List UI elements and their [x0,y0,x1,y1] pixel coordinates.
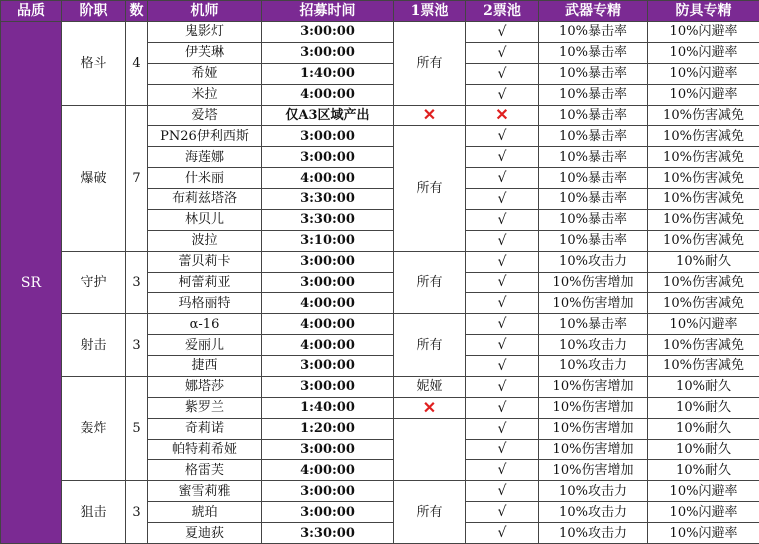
check-icon: √ [497,149,507,166]
header-weapon-mastery: 武器专精 [539,1,648,22]
pilot-name: 蜜雪莉雅 [148,481,262,502]
pool-2-cell [466,126,539,147]
pool-2-cell [466,84,539,105]
pool-2-cell [466,251,539,272]
armor-mastery: 10%闪避率 [648,63,759,84]
weapon-mastery: 10%攻击力 [539,502,648,523]
pool-1-cell [394,418,466,481]
recruit-time: 3:30:00 [262,189,394,210]
role-cell: 爆破 [62,105,126,251]
count-cell: 5 [126,376,148,480]
pool-2-cell [466,209,539,230]
pool-2-cell [466,189,539,210]
pool-2-cell [466,397,539,418]
check-icon: √ [497,295,507,312]
pilot-name: 夏迪荻 [148,523,262,544]
armor-mastery: 10%伤害减免 [648,105,759,126]
role-cell: 守护 [62,251,126,314]
check-icon: √ [497,44,507,61]
weapon-mastery: 10%暴击率 [539,42,648,63]
weapon-mastery: 10%暴击率 [539,63,648,84]
count-cell: 7 [126,105,148,251]
pool-2-cell [466,481,539,502]
pool-1-cell [394,105,466,126]
pool-2-cell [466,356,539,377]
pool-2-cell [466,439,539,460]
pool-2-cell [466,502,539,523]
pool-1-cell: 所有 [394,314,466,377]
check-icon: √ [497,65,507,82]
check-icon: √ [497,441,507,458]
count-cell: 3 [126,314,148,377]
pool-2-cell [466,147,539,168]
pool-2-cell [466,293,539,314]
check-icon: √ [497,170,507,187]
recruit-time: 3:00:00 [262,147,394,168]
weapon-mastery: 10%攻击力 [539,251,648,272]
role-cell: 狙击 [62,481,126,544]
header-count: 数 [126,1,148,22]
recruit-time: 3:00:00 [262,356,394,377]
pool-2-cell [466,42,539,63]
armor-mastery: 10%闪避率 [648,84,759,105]
weapon-mastery: 10%攻击力 [539,356,648,377]
recruit-time: 1:40:00 [262,397,394,418]
armor-mastery: 10%伤害减免 [648,189,759,210]
cross-icon: ✕ [422,105,437,125]
table-row [1,251,759,272]
header-quality: 品质 [1,1,62,22]
weapon-mastery: 10%伤害增加 [539,439,648,460]
check-icon: √ [497,337,507,354]
armor-mastery: 10%伤害减免 [648,272,759,293]
weapon-mastery: 10%攻击力 [539,523,648,544]
header-pilot: 机师 [148,1,262,22]
recruit-time: 3:00:00 [262,22,394,43]
armor-mastery: 10%闪避率 [648,42,759,63]
count-cell: 4 [126,22,148,106]
header-armor-mastery: 防具专精 [648,1,759,22]
armor-mastery: 10%耐久 [648,418,759,439]
cross-icon: ✕ [422,397,437,417]
count-cell: 3 [126,251,148,314]
recruit-time: 4:00:00 [262,168,394,189]
armor-mastery: 10%伤害减免 [648,147,759,168]
recruit-time: 3:00:00 [262,126,394,147]
pilot-name: 玛格丽特 [148,293,262,314]
check-icon: √ [497,483,507,500]
check-icon: √ [497,232,507,249]
weapon-mastery: 10%伤害增加 [539,293,648,314]
armor-mastery: 10%耐久 [648,397,759,418]
check-icon: √ [497,274,507,291]
recruit-time: 1:40:00 [262,63,394,84]
pilot-name: 帕特莉希娅 [148,439,262,460]
pilot-name: 伊芙琳 [148,42,262,63]
pool-1-cell: 所有 [394,126,466,251]
pilot-name: α-16 [148,314,262,335]
weapon-mastery: 10%暴击率 [539,22,648,43]
armor-mastery: 10%伤害减免 [648,293,759,314]
pilot-name: 奇莉诺 [148,418,262,439]
pilot-name: 娜塔莎 [148,376,262,397]
check-icon: √ [497,211,507,228]
recruit-time: 3:00:00 [262,376,394,397]
armor-mastery: 10%耐久 [648,439,759,460]
pool-1-cell: 所有 [394,481,466,544]
pool-2-cell [466,272,539,293]
pool-2-cell [466,335,539,356]
armor-mastery: 10%伤害减免 [648,230,759,251]
weapon-mastery: 10%暴击率 [539,126,648,147]
pool-1-cell: 所有 [394,22,466,106]
weapon-mastery: 10%伤害增加 [539,397,648,418]
pool-2-cell [466,314,539,335]
armor-mastery: 10%伤害减免 [648,209,759,230]
check-icon: √ [497,190,507,207]
recruit-time: 4:00:00 [262,293,394,314]
recruit-time: 4:00:00 [262,84,394,105]
pilot-name: 波拉 [148,230,262,251]
pilot-name: 海莲娜 [148,147,262,168]
pool-2-cell [466,168,539,189]
weapon-mastery: 10%伤害增加 [539,376,648,397]
armor-mastery: 10%伤害减免 [648,126,759,147]
pool-1-cell [394,397,466,418]
table-row [1,314,759,335]
weapon-mastery: 10%暴击率 [539,314,648,335]
armor-mastery: 10%耐久 [648,376,759,397]
pool-2-cell [466,63,539,84]
recruit-time: 3:00:00 [262,42,394,63]
recruit-time: 3:10:00 [262,230,394,251]
check-icon: √ [497,357,507,374]
armor-mastery: 10%闪避率 [648,314,759,335]
pilot-name: 琥珀 [148,502,262,523]
armor-mastery: 10%伤害减免 [648,335,759,356]
armor-mastery: 10%闪避率 [648,523,759,544]
armor-mastery: 10%伤害减免 [648,168,759,189]
pool-1-cell: 所有 [394,251,466,314]
pilot-name: 希娅 [148,63,262,84]
weapon-mastery: 10%暴击率 [539,189,648,210]
pilot-name: 格雷芙 [148,460,262,481]
pilot-name: 鬼影灯 [148,22,262,43]
pilot-name: 爱塔 [148,105,262,126]
table-row [1,22,759,43]
check-icon: √ [497,420,507,437]
recruit-time: 3:00:00 [262,502,394,523]
pilot-name: 捷西 [148,356,262,377]
pool-2-cell [466,418,539,439]
count-cell: 3 [126,481,148,544]
weapon-mastery: 10%伤害增加 [539,418,648,439]
pilot-name: 什米丽 [148,168,262,189]
table-body [1,22,759,544]
pilot-name: 蕾贝莉卡 [148,251,262,272]
pilot-name: 紫罗兰 [148,397,262,418]
header-row [1,1,759,22]
weapon-mastery: 10%伤害增加 [539,460,648,481]
role-cell: 轰炸 [62,376,126,480]
header-recruit-time: 招募时间 [262,1,394,22]
header-pool-2: 2票池 [466,1,539,22]
recruit-time: 3:30:00 [262,209,394,230]
armor-mastery: 10%闪避率 [648,22,759,43]
role-cell: 射击 [62,314,126,377]
pool-2-cell [466,460,539,481]
recruit-time: 1:20:00 [262,418,394,439]
recruit-time: 3:30:00 [262,523,394,544]
check-icon: √ [497,23,507,40]
table-row [1,105,759,126]
header-role: 阶职 [62,1,126,22]
cross-icon: ✕ [495,105,509,125]
pool-2-cell [466,230,539,251]
pilot-name: 爱丽儿 [148,335,262,356]
recruit-time: 仅A3区域产出 [262,105,394,126]
check-icon: √ [497,462,507,479]
pilot-name: 米拉 [148,84,262,105]
table-row [1,481,759,502]
quality-cell: SR [1,22,62,544]
check-icon: √ [497,525,507,541]
role-cell: 格斗 [62,22,126,106]
pilot-name: 布莉兹塔洛 [148,189,262,210]
armor-mastery: 10%耐久 [648,460,759,481]
pilot-name: 林贝儿 [148,209,262,230]
check-icon: √ [497,86,507,103]
weapon-mastery: 10%暴击率 [539,209,648,230]
weapon-mastery: 10%暴击率 [539,84,648,105]
header-pool-1: 1票池 [394,1,466,22]
table-row [1,376,759,397]
armor-mastery: 10%闪避率 [648,481,759,502]
check-icon: √ [497,316,507,333]
check-icon: √ [497,128,507,145]
weapon-mastery: 10%暴击率 [539,147,648,168]
check-icon: √ [497,504,507,521]
recruit-time: 4:00:00 [262,335,394,356]
pilot-name: 柯蕾莉亚 [148,272,262,293]
weapon-mastery: 10%暴击率 [539,230,648,251]
recruit-time: 3:00:00 [262,251,394,272]
pilot-name: PN26伊利西斯 [148,126,262,147]
armor-mastery: 10%耐久 [648,251,759,272]
pool-2-cell [466,523,539,544]
armor-mastery: 10%闪避率 [648,502,759,523]
armor-mastery: 10%伤害减免 [648,356,759,377]
pool-2-cell [466,22,539,43]
recruit-time: 4:00:00 [262,314,394,335]
check-icon: √ [497,253,507,270]
weapon-mastery: 10%伤害增加 [539,272,648,293]
pool-2-cell [466,376,539,397]
check-icon: √ [497,378,507,395]
recruit-time: 3:00:00 [262,481,394,502]
pool-1-cell: 妮娅 [394,376,466,397]
pool-2-cell [466,105,539,126]
weapon-mastery: 10%攻击力 [539,481,648,502]
weapon-mastery: 10%暴击率 [539,105,648,126]
weapon-mastery: 10%暴击率 [539,168,648,189]
check-icon: √ [497,399,507,416]
recruit-time: 3:00:00 [262,439,394,460]
recruit-time: 4:00:00 [262,460,394,481]
recruit-time: 3:00:00 [262,272,394,293]
weapon-mastery: 10%攻击力 [539,335,648,356]
